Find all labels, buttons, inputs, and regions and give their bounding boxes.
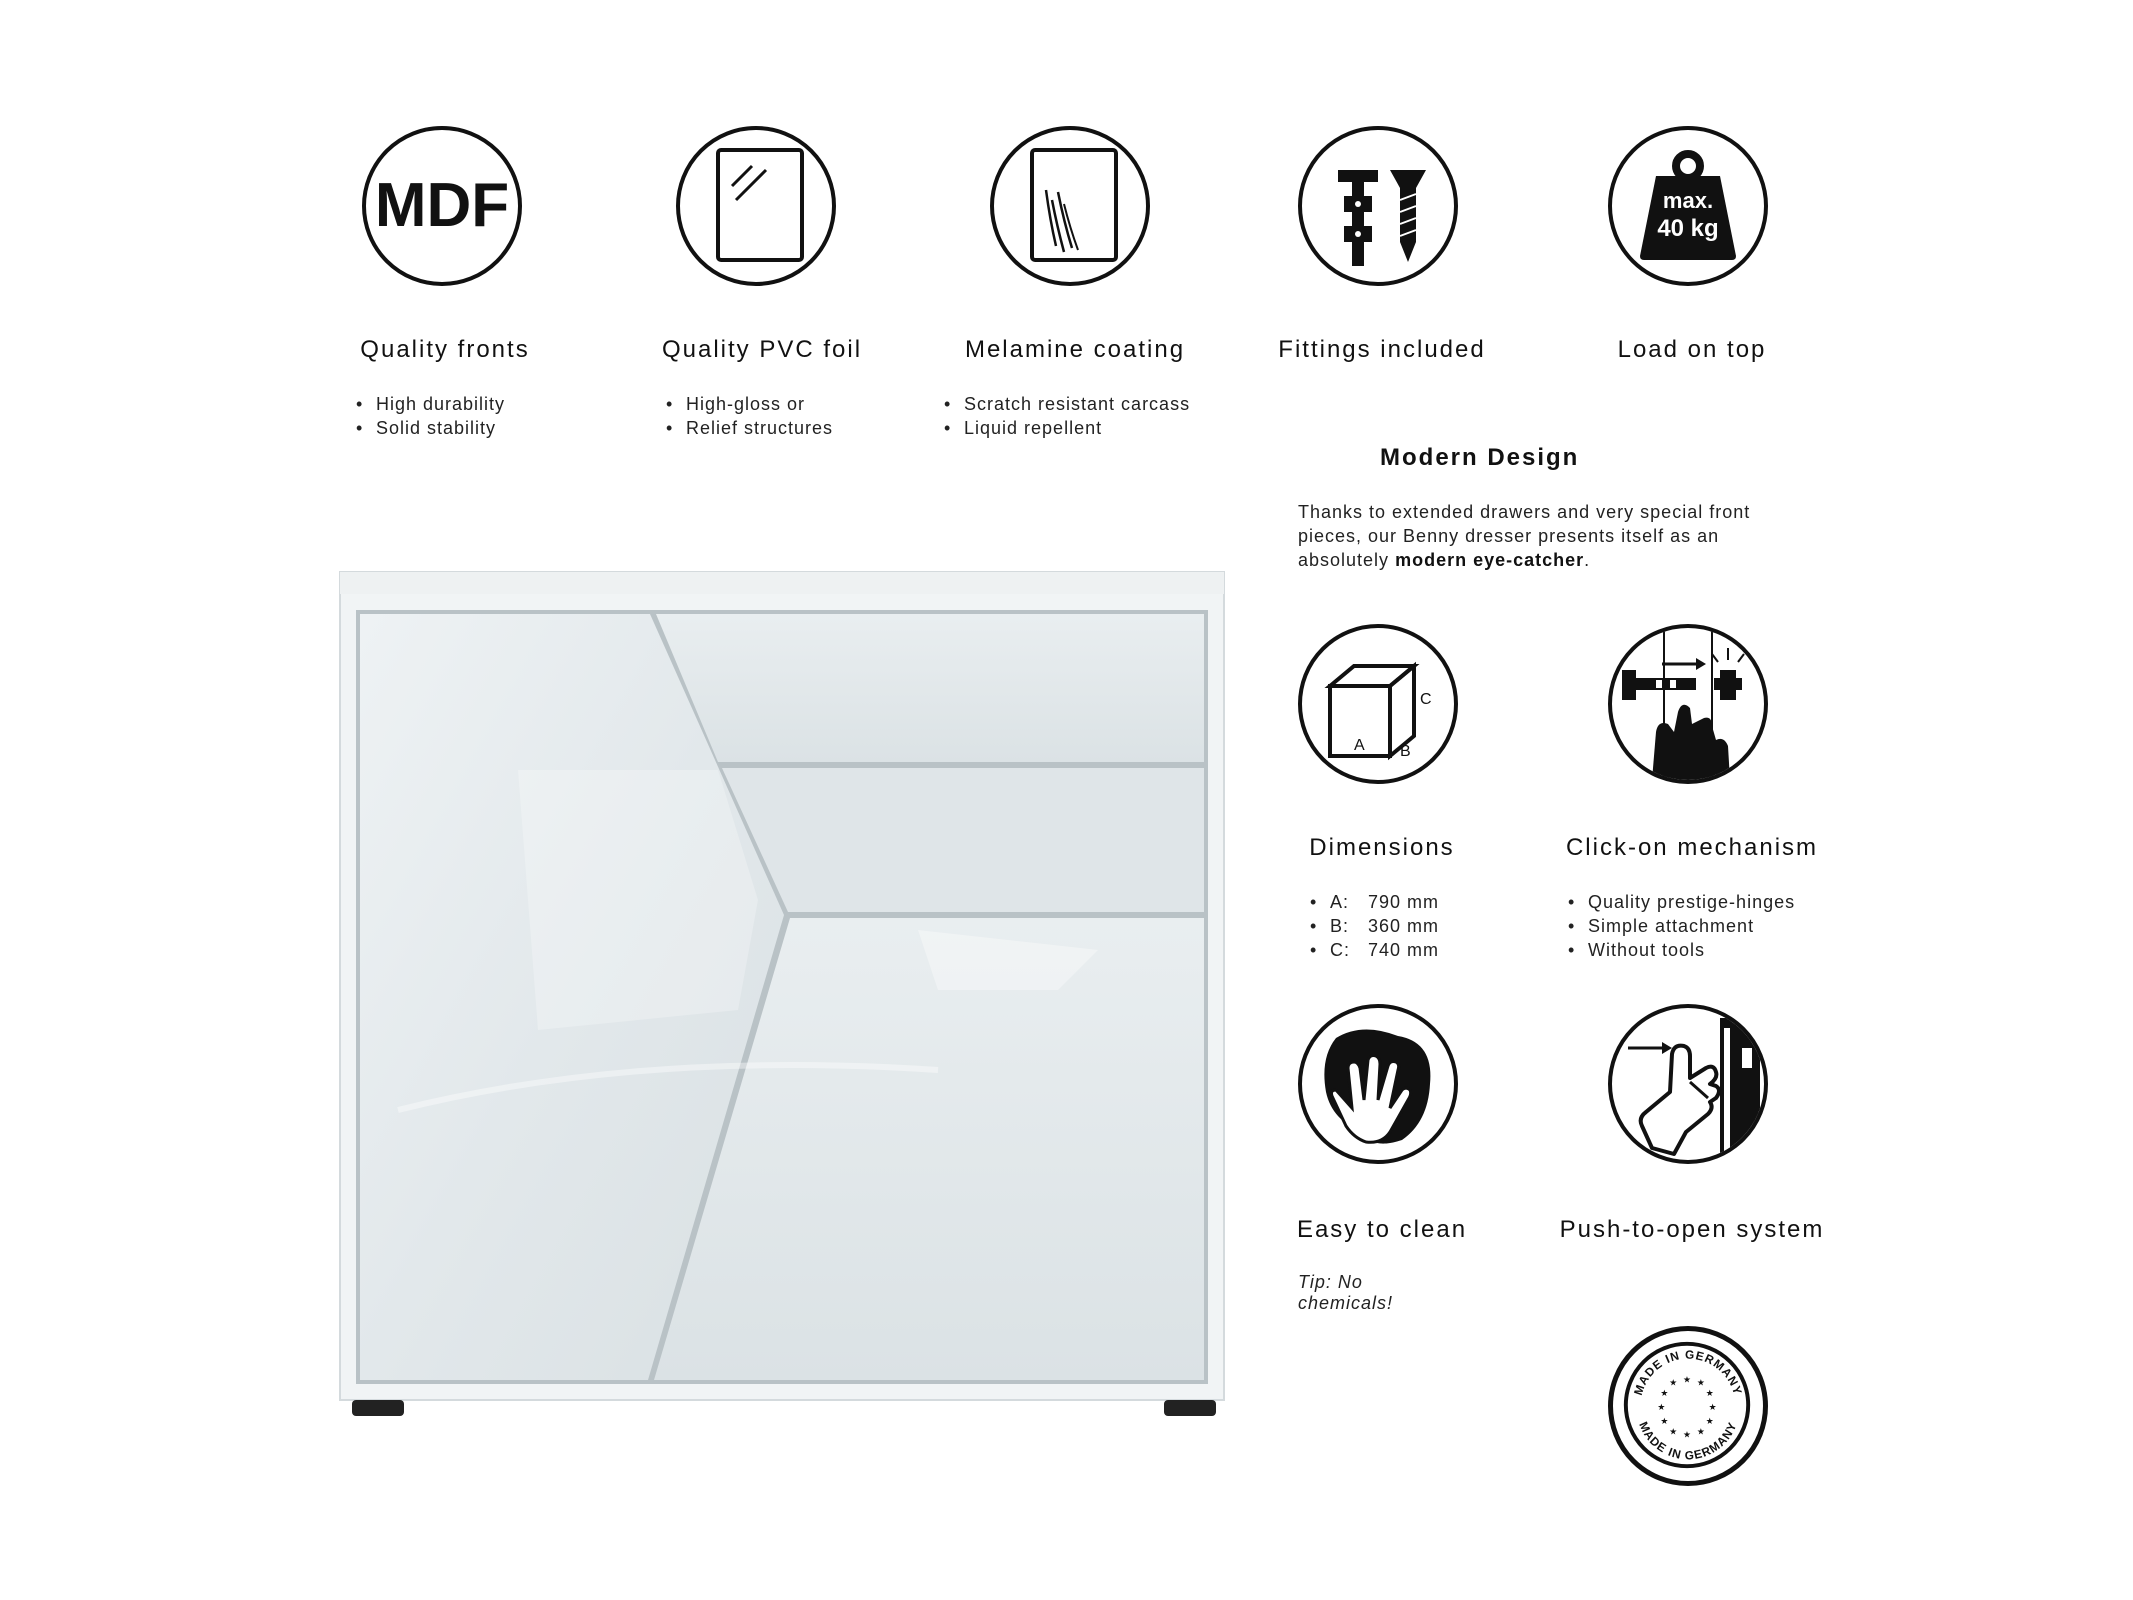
svg-text:★: ★ [1660,1416,1669,1427]
bullet: • Without tools [1568,938,1795,962]
bullet: • High-gloss or [666,392,833,416]
svg-text:★: ★ [1696,1427,1705,1438]
feature-bullets [356,392,505,440]
cube-dimensions-icon [1298,624,1458,784]
dresser-product-image [338,570,1226,1445]
dimension-value: 790 mm [1368,892,1440,912]
hand-cloth-icon [1298,1004,1458,1164]
dimension-key: A: [1330,892,1350,912]
cube-label-b: B [1400,743,1411,760]
modern-text-lead: Thanks to extended drawers and very special front pieces, our Benny dresser presents itself as an absolutely [1298,502,1751,570]
dimension-list [1310,890,1439,962]
feature-bullets [666,392,833,440]
cube-label-c: C [1420,691,1432,708]
bullet: • Solid stability [356,416,505,440]
svg-text:★: ★ [1696,1378,1705,1389]
dimension-b [1310,914,1439,938]
seal-text-bottom: MADE IN GERMANY [1636,1419,1740,1463]
feature-title: Push-to-open system [1559,1216,1825,1243]
dimension-value: 360 mm [1368,916,1440,936]
feature-title: Quality PVC foil [661,336,863,363]
hand-cloth-graphic [1302,1008,1454,1160]
dimension-a [1310,890,1439,914]
mdf-icon-graphic [366,130,518,282]
seal-stars [1657,1375,1716,1440]
dimension-key: C: [1330,940,1350,960]
hinge-screw-icon [1298,126,1458,286]
bullet: • High durability [356,392,505,416]
modern-design-heading: Modern Design [1380,444,1580,471]
modern-text-bold: modern eye-catcher [1395,550,1585,570]
svg-text:★: ★ [1705,1389,1714,1400]
svg-text:★: ★ [1683,1375,1691,1386]
modern-design-text [1298,500,1798,572]
feature-title: Dimensions [1309,834,1455,861]
svg-text:★: ★ [1669,1427,1678,1438]
dimension-c [1310,938,1439,962]
scratched-panel-icon [990,126,1150,286]
svg-text:★: ★ [1660,1389,1669,1400]
hinge-screw-graphic [1302,130,1454,282]
weight-icon [1608,126,1768,286]
seal-text-top: MADE IN GERMANY [1630,1347,1746,1397]
svg-text:MADE IN GERMANY [1631,1347,1745,1396]
dimension-value: 740 mm [1368,940,1440,960]
cleaning-tip: Tip: No chemicals! [1298,1272,1394,1313]
bullet: • Relief structures [666,416,833,440]
bullet: • Simple attachment [1568,914,1795,938]
push-open-icon [1608,1004,1768,1164]
weight-graphic [1612,130,1764,282]
bullet: • Quality prestige-hinges [1568,890,1795,914]
glossy-panel-icon [676,126,836,286]
feature-title: Quality fronts [360,336,530,363]
glossy-panel-graphic [680,130,832,282]
cube-label-a: A [1354,737,1365,754]
cube-graphic [1302,628,1454,780]
feature-title: Easy to clean [1296,1216,1468,1243]
weight-text-max: max. [1662,188,1714,213]
feature-title: Fittings included [1278,336,1486,363]
made-in-germany-seal [1608,1326,1768,1486]
feature-title: Melamine coating [964,336,1186,363]
svg-text:★: ★ [1669,1378,1678,1389]
feature-title: Click-on mechanism [1565,834,1819,861]
mdf-icon [362,126,522,286]
dimension-key: B: [1330,916,1350,936]
svg-text:★: ★ [1708,1402,1717,1413]
feature-title: Load on top [1617,336,1767,363]
svg-text:★: ★ [1705,1416,1714,1427]
weight-text-kg: 40 kg [1657,215,1719,242]
click-hinge-graphic [1612,628,1764,780]
click-hinge-icon [1608,624,1768,784]
mdf-icon-text: MDF [374,171,510,240]
bullet: • Liquid repellent [944,416,1190,440]
modern-text-end: . [1584,550,1591,570]
push-open-graphic [1612,1008,1764,1160]
seal-graphic [1613,1331,1763,1481]
dresser-graphic [338,570,1226,1445]
scratched-panel-graphic [994,130,1146,282]
svg-text:★: ★ [1683,1430,1691,1441]
svg-text:★: ★ [1657,1402,1666,1413]
feature-bullets [1568,890,1795,962]
bullet: • Scratch resistant carcass [944,392,1190,416]
feature-bullets [944,392,1190,440]
